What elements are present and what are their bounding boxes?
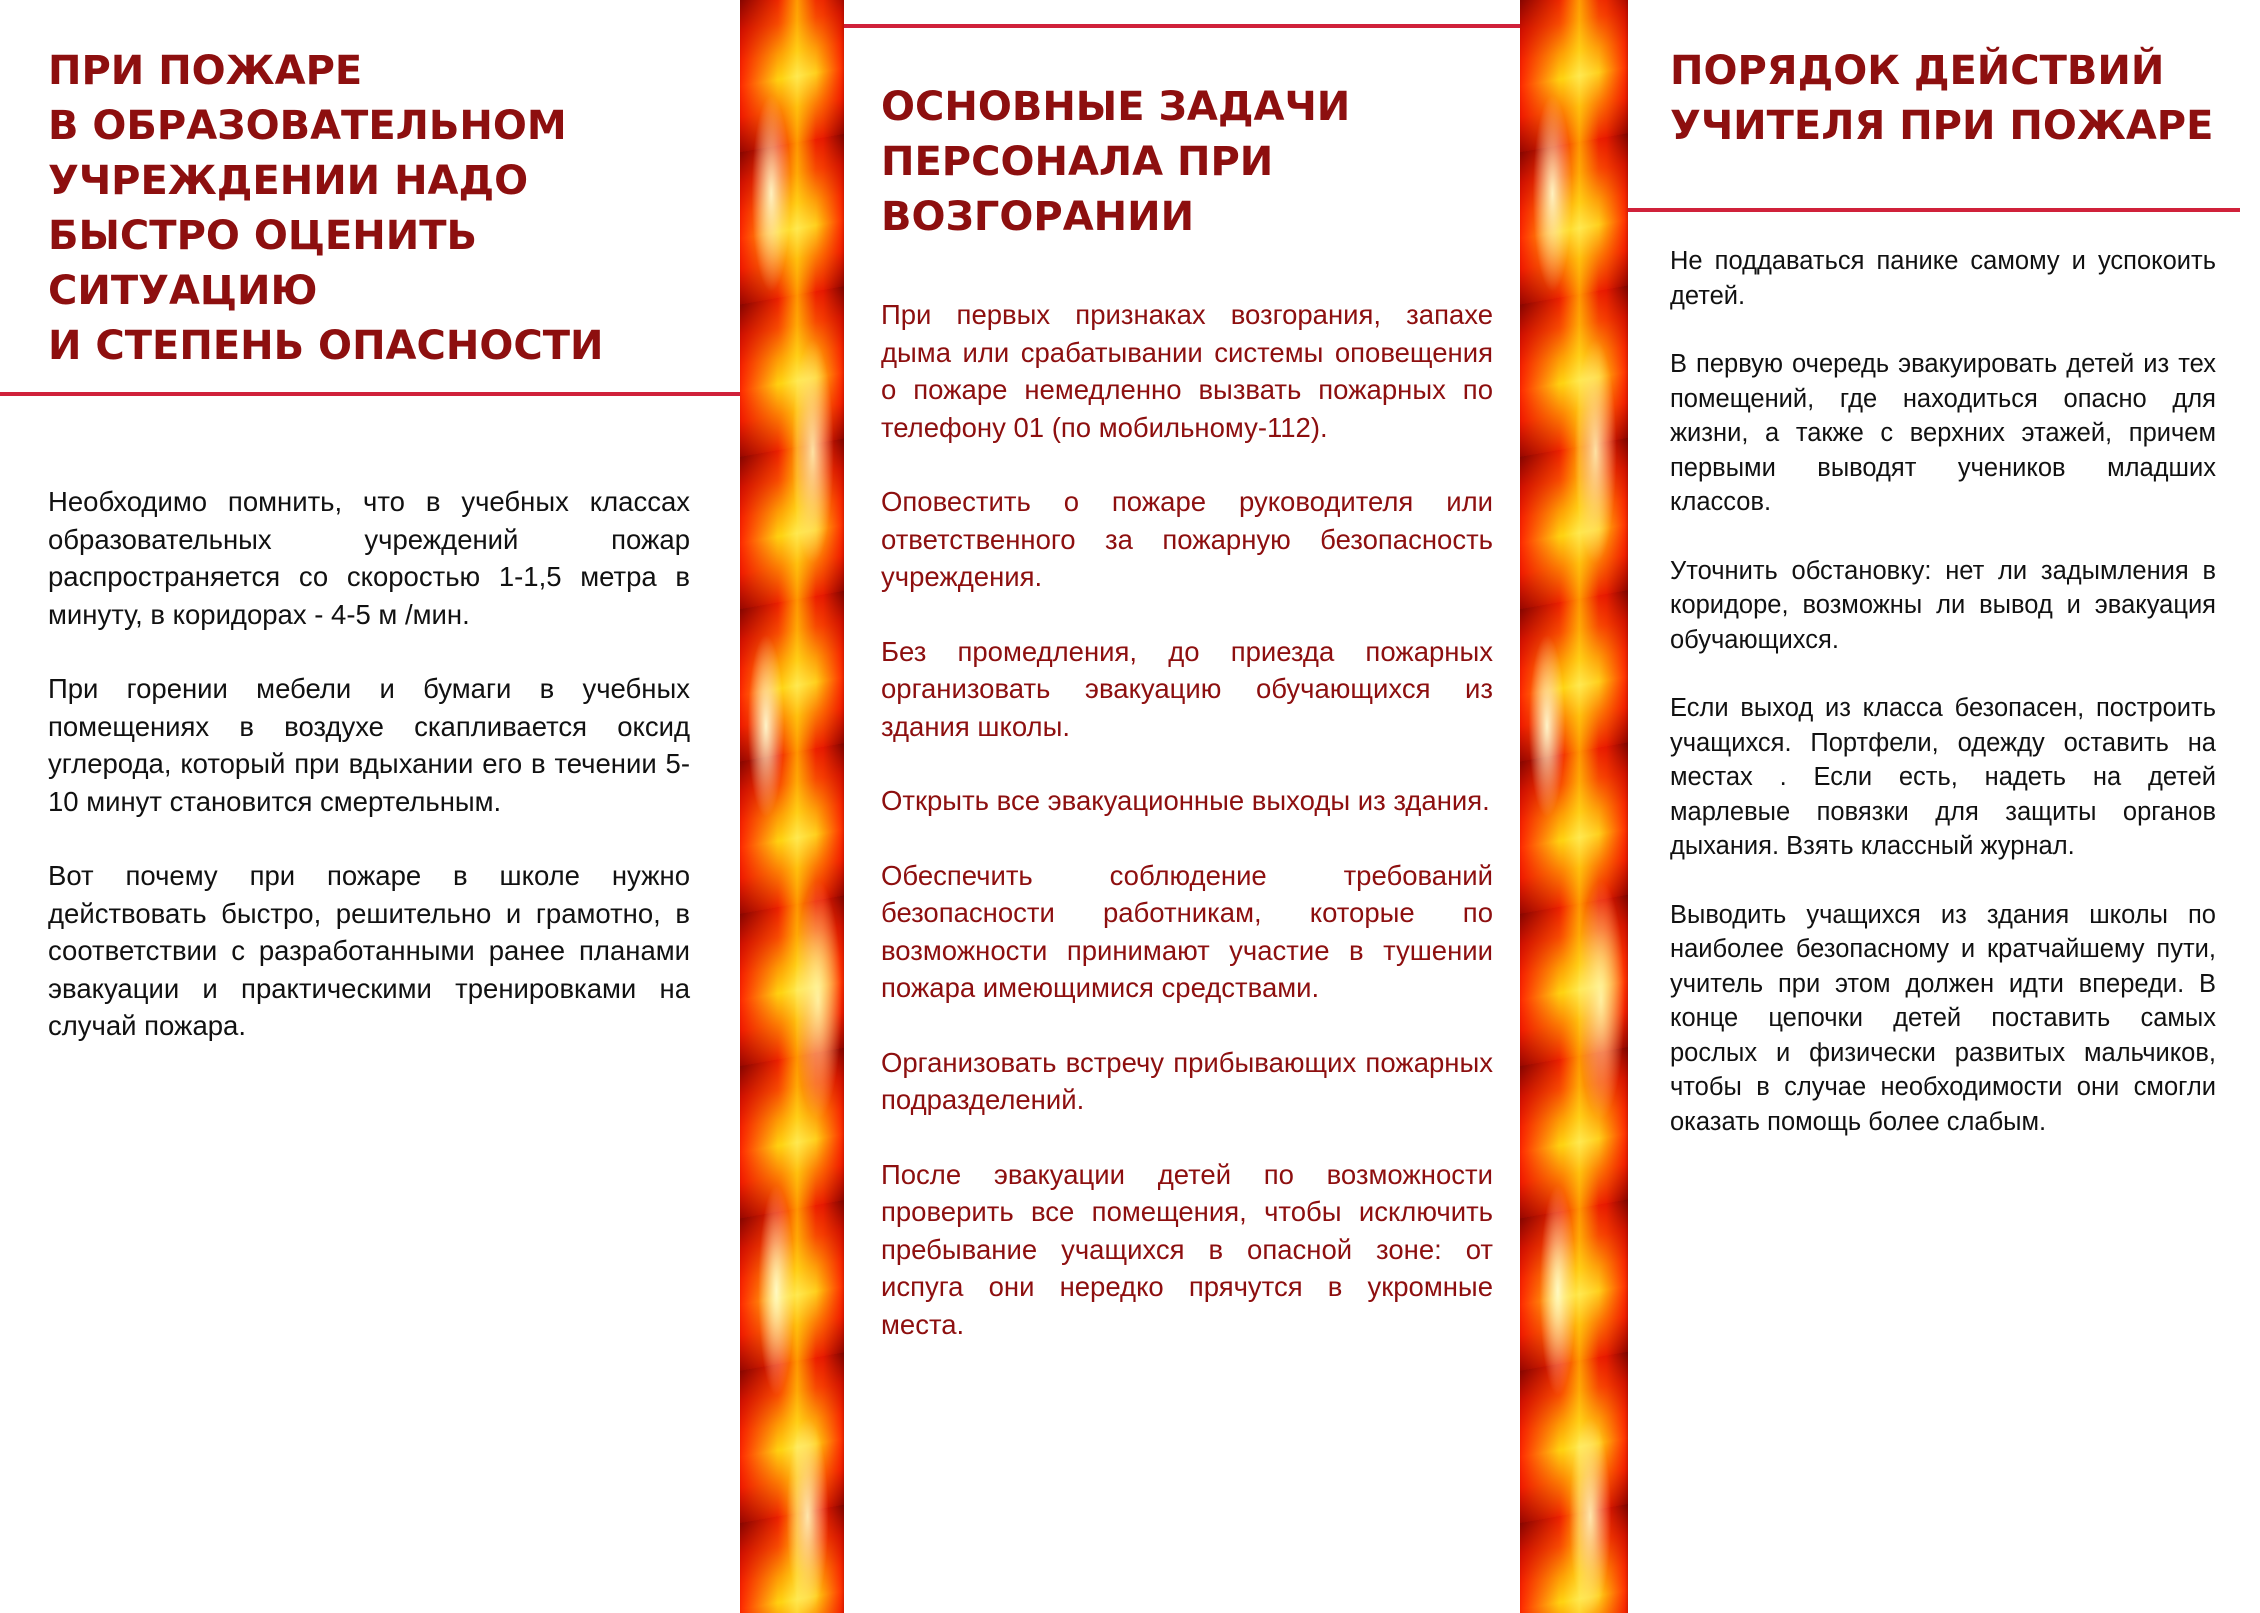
- middle-heading: [881, 80, 1350, 245]
- left-paragraph: Вот почему при пожаре в школе нужно действовать быстро, решительно и грамотно, в соответствии с разработанными ранее планами эвакуации и практическими тренировками на случай пожара.: [48, 860, 690, 1041]
- left-heading-line: ПРИ ПОЖАРЕ: [48, 48, 363, 94]
- right-paragraph: Не поддаваться панике самому и успокоить детей.: [1670, 247, 2216, 310]
- middle-paragraph: Обеспечить соблюдение требований безопасности работникам, которые по возможности принимают участие в тушении пожара имеющимися средствами.: [881, 859, 1493, 1003]
- right-panel: [1628, 0, 2240, 1613]
- left-panel: [0, 0, 740, 1613]
- middle-body: [881, 296, 1493, 1380]
- right-body: [1670, 244, 2216, 1173]
- right-paragraph: Уточнить обстановку: нет ли задымления в коридоре, возможны ли вывод и эвакуация обучающихся.: [1670, 556, 2216, 654]
- middle-paragraph: Оповестить о пожаре руководителя или ответственного за пожарную безопасность учреждения.: [881, 486, 1493, 592]
- right-heading-line: УЧИТЕЛЯ ПРИ ПОЖАРЕ: [1670, 103, 2214, 149]
- left-heading-line: БЫСТРО ОЦЕНИТЬ: [48, 213, 477, 259]
- left-body: [48, 483, 690, 1082]
- left-heading-line: В ОБРАЗОВАТЕЛЬНОМ: [48, 103, 567, 149]
- middle-paragraph: После эвакуации детей по возможности проверить все помещения, чтобы исключить пребывание учащихся в опасной зоне: от испуга они нередко прячутся в укромные места.: [881, 1158, 1493, 1340]
- middle-paragraph: Организовать встречу прибывающих пожарных подразделений.: [881, 1046, 1493, 1115]
- fire-strip-left: [740, 0, 844, 1613]
- left-heading-line: СИТУАЦИЮ: [48, 268, 318, 314]
- middle-heading-line: ВОЗГОРАНИИ: [881, 194, 1195, 240]
- left-heading: [48, 44, 603, 374]
- left-paragraph: Необходимо помнить, что в учебных классах образовательных учреждений пожар распространяется со скоростью 1-1,5 метра в минуту, в коридорах - 4-5 м /мин.: [48, 486, 690, 630]
- right-paragraph: Выводить учащихся из здания школы по наиболее безопасному и кратчайшему пути, учитель при этом должен идти впереди. В конце цепочки детей поставить самых рослых и физически развитых мальчиков, чтобы в случае необходимости они смогли оказать помощь более слабым.: [1670, 900, 2216, 1136]
- right-paragraph: В первую очередь эвакуировать детей из тех помещений, где находиться опасно для жизни, а также с верхних этажей, причем первыми выводят учеников младших классов.: [1670, 350, 2216, 516]
- right-heading-line: ПОРЯДОК ДЕЙСТВИЙ: [1670, 48, 2165, 94]
- middle-panel: [844, 0, 1520, 1613]
- left-heading-line: И СТЕПЕНЬ ОПАСНОСТИ: [48, 323, 604, 369]
- middle-heading-line: ПЕРСОНАЛА ПРИ: [881, 139, 1274, 185]
- right-paragraph: Если выход из класса безопасен, построить учащихся. Портфели, одежду оставить на местах . Если есть, надеть на детей марлевые повязки для защиты органов дыхания. Взять классный журнал.: [1670, 694, 2216, 860]
- left-paragraph: При горении мебели и бумаги в учебных помещениях в воздухе скапливается оксид углерода, который при вдыхании его в течении 5-10 минут становится смертельным.: [48, 673, 690, 817]
- right-heading: [1670, 44, 2213, 154]
- middle-paragraph: Открыть все эвакуационные выходы из здания.: [881, 785, 1490, 816]
- left-heading-line: УЧРЕЖДЕНИИ НАДО: [48, 158, 529, 204]
- middle-heading-line: ОСНОВНЫЕ ЗАДАЧИ: [881, 84, 1351, 130]
- middle-paragraph: Без промедления, до приезда пожарных организовать эвакуацию обучающихся из здания школы.: [881, 635, 1493, 742]
- fire-strip-right: [1520, 0, 1628, 1613]
- middle-paragraph: При первых признаках возгорания, запахе дыма или срабатывании системы оповещения о пожаре немедленно вызвать пожарных по телефону 01 (по мобильному-112).: [881, 299, 1493, 443]
